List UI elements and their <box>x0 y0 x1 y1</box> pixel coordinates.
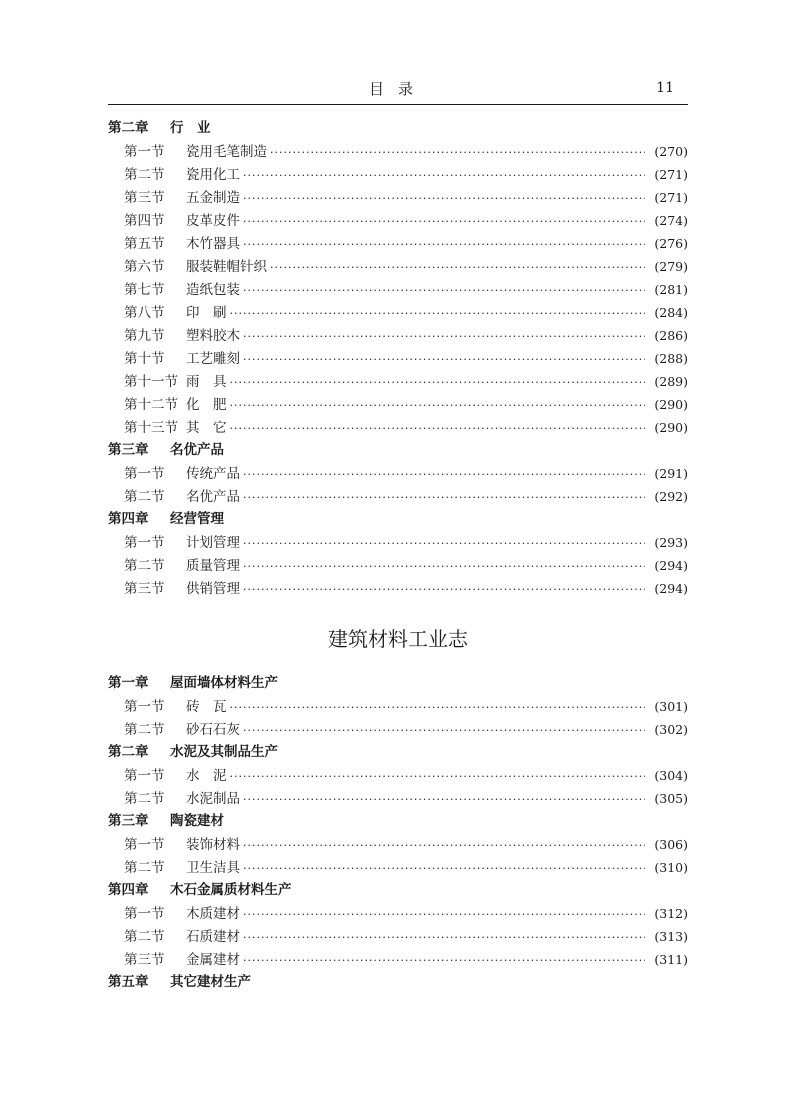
section-number: 第一节 <box>124 144 165 160</box>
chapter-heading <box>108 672 688 695</box>
section-page-number: (302) <box>654 722 688 737</box>
chapter-title: 屋面墙体材料生产 <box>170 675 278 691</box>
section-title: 卫生洁具 <box>186 860 240 876</box>
section-title: 质量管理 <box>186 558 240 574</box>
toc-entry <box>108 462 688 485</box>
dot-leader <box>230 696 646 719</box>
part-title: 建筑材料工业志 <box>328 627 468 651</box>
chapter-title: 水泥及其制品生产 <box>170 744 278 760</box>
section-page-number: (312) <box>654 906 688 921</box>
toc-entry <box>108 833 688 856</box>
section-title: 印 刷 <box>186 305 227 321</box>
section-title: 瓷用化工 <box>186 167 240 183</box>
chapter-title: 经营管理 <box>170 511 224 527</box>
dot-leader <box>243 187 645 210</box>
section-page-number: (288) <box>654 351 688 366</box>
toc-entry <box>108 856 688 879</box>
toc-entry <box>108 925 688 948</box>
section-title: 砖 瓦 <box>186 699 227 715</box>
section-page-number: (294) <box>654 558 688 573</box>
dot-leader <box>243 578 645 601</box>
section-page-number: (311) <box>654 952 688 967</box>
chapter-number: 第三章 <box>108 813 149 829</box>
section-page-number: (292) <box>654 489 688 504</box>
chapter-number: 第二章 <box>108 744 149 760</box>
section-title: 砂石石灰 <box>186 722 240 738</box>
chapter-title: 行 业 <box>170 120 211 136</box>
toc-entry <box>108 948 688 971</box>
dot-leader <box>243 348 645 371</box>
section-page-number: (276) <box>654 236 688 251</box>
chapter-title: 名优产品 <box>170 442 224 458</box>
section-number: 第十节 <box>124 351 165 367</box>
header-title: 目录 <box>368 80 427 98</box>
chapter-number: 第五章 <box>108 974 149 990</box>
toc-entry <box>108 764 688 787</box>
section-title: 名优产品 <box>186 489 240 505</box>
section-number: 第二节 <box>124 929 165 945</box>
toc-entry <box>108 485 688 508</box>
section-title: 服装鞋帽针织 <box>186 259 267 275</box>
section-number: 第一节 <box>124 535 165 551</box>
section-number: 第一节 <box>124 699 165 715</box>
section-page-number: (310) <box>654 860 688 875</box>
dot-leader <box>243 926 645 949</box>
chapter-heading <box>108 879 688 902</box>
dot-leader <box>243 279 645 302</box>
toc-entry <box>108 324 688 347</box>
chapter-number: 第四章 <box>108 511 149 527</box>
section-title: 金属建材 <box>186 952 240 968</box>
toc-entry <box>108 301 688 324</box>
section-title: 其 它 <box>186 420 227 436</box>
toc-entry <box>108 186 688 209</box>
chapter-heading <box>108 741 688 764</box>
dot-leader <box>243 788 645 811</box>
section-title: 供销管理 <box>186 581 240 597</box>
section-title: 木竹器具 <box>186 236 240 252</box>
dot-leader <box>243 532 645 555</box>
toc-entry <box>108 347 688 370</box>
toc-entry <box>108 278 688 301</box>
toc-entry <box>108 902 688 925</box>
chapter-heading <box>108 439 688 462</box>
dot-leader <box>230 417 646 440</box>
toc-entry <box>108 787 688 810</box>
dot-leader <box>243 463 645 486</box>
section-page-number: (279) <box>654 259 688 274</box>
toc-part <box>108 606 688 994</box>
chapter-number: 第二章 <box>108 120 149 136</box>
dot-leader <box>230 394 646 417</box>
dot-leader <box>270 256 645 279</box>
chapter-heading <box>108 971 688 994</box>
dot-leader <box>243 857 645 880</box>
section-title: 工艺雕刻 <box>186 351 240 367</box>
section-number: 第二节 <box>124 791 165 807</box>
section-title: 瓷用毛笔制造 <box>186 144 267 160</box>
section-number: 第三节 <box>124 581 165 597</box>
toc-entry <box>108 718 688 741</box>
section-page-number: (274) <box>654 213 688 228</box>
toc-entry <box>108 577 688 600</box>
section-page-number: (301) <box>654 699 688 714</box>
section-title: 木质建材 <box>186 906 240 922</box>
section-page-number: (270) <box>654 144 688 159</box>
section-number: 第二节 <box>124 722 165 738</box>
dot-leader <box>243 164 645 187</box>
section-title: 塑料胶木 <box>186 328 240 344</box>
section-number: 第八节 <box>124 305 165 321</box>
section-page-number: (313) <box>654 929 688 944</box>
toc-entry <box>108 554 688 577</box>
section-number: 第六节 <box>124 259 165 275</box>
section-title: 化 肥 <box>186 397 227 413</box>
toc-entry <box>108 370 688 393</box>
toc-entry <box>108 140 688 163</box>
page-header <box>108 76 688 102</box>
chapter-heading <box>108 810 688 833</box>
dot-leader <box>243 555 645 578</box>
header-page-number: 11 <box>656 80 674 96</box>
dot-leader <box>243 903 645 926</box>
section-page-number: (281) <box>654 282 688 297</box>
header-rule <box>108 104 688 105</box>
section-number: 第一节 <box>124 906 165 922</box>
dot-leader <box>243 233 645 256</box>
dot-leader <box>230 302 646 325</box>
toc-entry <box>108 163 688 186</box>
section-page-number: (271) <box>654 190 688 205</box>
dot-leader <box>243 949 645 972</box>
chapter-title: 其它建材生产 <box>170 974 251 990</box>
section-title: 皮革皮件 <box>186 213 240 229</box>
section-title: 水 泥 <box>186 768 227 784</box>
dot-leader <box>243 325 645 348</box>
section-page-number: (294) <box>654 581 688 596</box>
section-title: 计划管理 <box>186 535 240 551</box>
chapter-heading <box>108 117 688 140</box>
section-number: 第三节 <box>124 190 165 206</box>
section-page-number: (293) <box>654 535 688 550</box>
toc-entry <box>108 232 688 255</box>
table-of-contents <box>108 117 688 994</box>
section-page-number: (306) <box>654 837 688 852</box>
dot-leader <box>230 765 646 788</box>
section-number: 第三节 <box>124 952 165 968</box>
section-number: 第一节 <box>124 768 165 784</box>
section-title: 五金制造 <box>186 190 240 206</box>
dot-leader <box>230 371 646 394</box>
chapter-title: 木石金属质材料生产 <box>170 882 292 898</box>
section-page-number: (271) <box>654 167 688 182</box>
section-title: 石质建材 <box>186 929 240 945</box>
section-page-number: (291) <box>654 466 688 481</box>
section-page-number: (284) <box>654 305 688 320</box>
toc-entry <box>108 393 688 416</box>
toc-part <box>108 117 688 600</box>
section-title: 传统产品 <box>186 466 240 482</box>
dot-leader <box>243 210 645 233</box>
section-number: 第十二节 <box>124 397 178 413</box>
section-title: 雨 具 <box>186 374 227 390</box>
toc-entry <box>108 531 688 554</box>
dot-leader <box>243 486 645 509</box>
section-number: 第十三节 <box>124 420 178 436</box>
section-number: 第二节 <box>124 860 165 876</box>
section-page-number: (304) <box>654 768 688 783</box>
chapter-number: 第三章 <box>108 442 149 458</box>
chapter-number: 第四章 <box>108 882 149 898</box>
dot-leader <box>243 719 645 742</box>
section-number: 第五节 <box>124 236 165 252</box>
toc-entry <box>108 209 688 232</box>
chapter-title: 陶瓷建材 <box>170 813 224 829</box>
section-number: 第一节 <box>124 837 165 853</box>
section-number: 第四节 <box>124 213 165 229</box>
section-title: 装饰材料 <box>186 837 240 853</box>
toc-entry <box>108 695 688 718</box>
toc-entry <box>108 416 688 439</box>
section-page-number: (290) <box>654 397 688 412</box>
toc-entry <box>108 255 688 278</box>
section-page-number: (286) <box>654 328 688 343</box>
section-number: 第二节 <box>124 489 165 505</box>
dot-leader <box>243 834 645 857</box>
section-number: 第九节 <box>124 328 165 344</box>
section-title: 造纸包装 <box>186 282 240 298</box>
section-number: 第十一节 <box>124 374 178 390</box>
section-number: 第七节 <box>124 282 165 298</box>
section-page-number: (290) <box>654 420 688 435</box>
chapter-number: 第一章 <box>108 675 149 691</box>
section-page-number: (289) <box>654 374 688 389</box>
chapter-heading <box>108 508 688 531</box>
section-page-number: (305) <box>654 791 688 806</box>
section-number: 第二节 <box>124 167 165 183</box>
section-title: 水泥制品 <box>186 791 240 807</box>
section-number: 第二节 <box>124 558 165 574</box>
dot-leader <box>270 141 645 164</box>
section-number: 第一节 <box>124 466 165 482</box>
